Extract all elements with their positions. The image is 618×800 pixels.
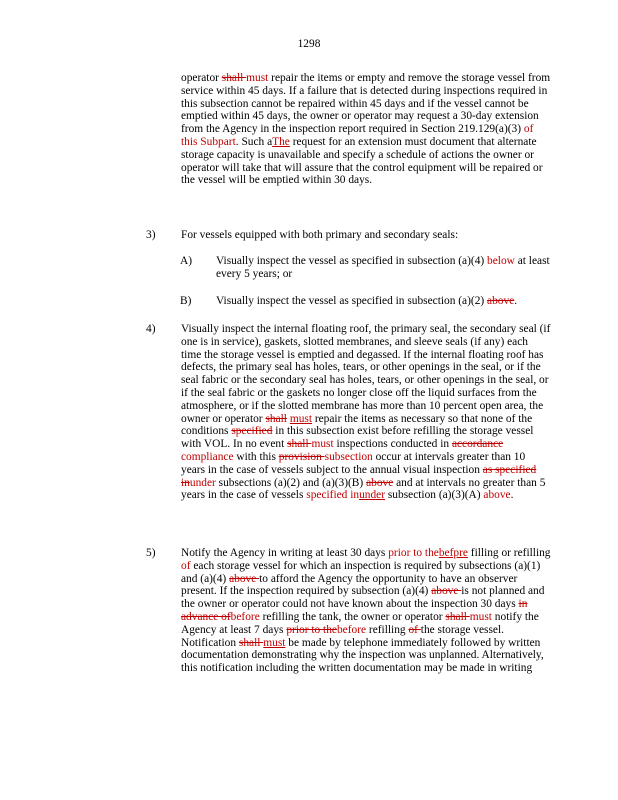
text-run: occur at intervals greater than 10 years in the case of vessels subject to the annual visual inspection (181, 450, 526, 476)
text-run: Visually inspect the vessel as specified in subsection (a)(2) (216, 295, 488, 307)
text-run: each storage vessel for which an inspection is required by subsections (a)(1) and (a)(4) (181, 559, 541, 585)
item-3 (146, 229, 551, 242)
inserted-text: below (487, 255, 515, 267)
inserted-text: compliance (181, 450, 234, 463)
text-run: request for an extension must document that alternate storage capacity is unavailable and specify a schedule of actions the owner or operator will take that will assure that the control equipment will be repaired or the vessel will be emptied within 30 days. (181, 135, 543, 187)
text-run: is not planned and the owner or operator could not have known about the inspection 30 days (181, 585, 545, 611)
deleted-text: as specified in (181, 463, 537, 489)
deleted-text: shall (445, 610, 470, 623)
item-3-sub-a-letter: A) (180, 255, 193, 267)
deleted-text: specified (231, 425, 273, 438)
text-run: operator (181, 72, 222, 84)
item-4 (146, 323, 551, 502)
continued-paragraph (181, 72, 551, 187)
text-run: to afford the Agency the opportunity to have an observer present. If the inspection required by subsection (a)(4) (181, 572, 518, 598)
text-run: subsection (a)(3)(A) (385, 489, 484, 502)
item-3-text (181, 229, 551, 242)
deleted-text: shall (238, 636, 264, 649)
deleted-text: in advance of (181, 598, 528, 623)
deleted-text: above (487, 295, 515, 307)
inserted-text: subsection (324, 450, 373, 463)
text-run: Visually inspect the internal floating roof, the primary seal, the secondary seal (if one is in service), gaskets, slotted membranes, and sleeve seals (if any) each time the storage vessel is emptied and degassed. If the internal floating roof has defects, the primary seal has holes, tears, or other openings in the seal, or if the seal fabric or the secondary seal has holes, tears, or other openings in the seal, or if the seal fabric or the gaskets no longer close off the liquid surfaces from the atmosphere, or if the slotted membrane has more than 10 percent open area, the owner or operator (181, 323, 551, 425)
text-run: refilling (366, 623, 409, 636)
text-run: refilling the tank, the owner or operator (259, 610, 446, 623)
inserted-text: specified in (306, 489, 360, 502)
text-run: be made by telephone immediately followed by written documentation demonstrating why the inspection was unplanned. Alternatively, this notification including the written documentation may be made in writing (181, 636, 544, 675)
item-4-text (181, 323, 551, 502)
inserted-underlined-text: The (272, 135, 290, 148)
inserted-underlined-text: must (263, 636, 286, 649)
text-run: with this (233, 450, 279, 463)
text-run: repair the items or empty and remove the storage vessel from service within 45 days. If a failure that is detected during inspections required in this subsection cannot be repaired within 45 days and if the vessel cannot be emptied within 45 days, the owner or operator may request a 30-day extension from the Agency in the inspection report required in Section 219.129(a)(3) (181, 72, 551, 136)
item-5-text (181, 547, 551, 675)
deleted-text: shall (287, 438, 312, 451)
inserted-text: before (336, 623, 367, 636)
inserted-text: of (181, 559, 191, 572)
text-run: For vessels equipped with both primary and secondary seals: (181, 229, 459, 241)
inserted-text: must (311, 438, 334, 451)
inserted-text: under (189, 476, 216, 489)
deleted-text: of (408, 623, 421, 636)
deleted-text: above (431, 585, 462, 598)
inserted-text: prior to the (388, 547, 439, 559)
deleted-text: shall (265, 412, 287, 425)
text-run: and at intervals no greater than 5 years in the case of vessels (181, 476, 546, 502)
page-number: 1298 (297, 38, 321, 50)
text-run: inspections conducted in (333, 438, 452, 451)
text-run: . (514, 295, 518, 307)
inserted-text: must (246, 72, 269, 84)
text-run: Notify the Agency in writing at least 30 days (181, 547, 389, 559)
text-run: at least every 5 years; or (216, 255, 550, 280)
item-3-sub-a-text (216, 255, 551, 281)
item-4-number: 4) (146, 323, 156, 335)
item-3-number: 3) (146, 229, 156, 241)
deleted-text: prior to the (286, 623, 337, 636)
text-run: subsections (a)(2) and (a)(3)(B) (215, 476, 367, 489)
deleted-text: above (229, 572, 260, 585)
inserted-underlined-text: must (289, 412, 312, 425)
item-3-sub-b-text (216, 295, 551, 308)
item-3-sub-b-letter: B) (180, 295, 192, 307)
text-run: the storage vessel. Notification (181, 623, 504, 649)
item-5-number: 5) (146, 547, 156, 559)
deleted-text: accordance (451, 438, 504, 451)
text-run: Visually inspect the vessel as specified in subsection (a)(4) (216, 255, 488, 267)
deleted-text: above (366, 476, 394, 489)
item-3-sub-a (180, 255, 551, 281)
inserted-underlined-text: befpre (438, 547, 468, 559)
inserted-underlined-text: under (359, 489, 386, 502)
text-run: . Such a (235, 135, 273, 148)
inserted-text: of this Subpart (181, 123, 534, 148)
text-run: filling or refilling (467, 547, 551, 559)
text-run: . (510, 489, 514, 502)
inserted-text: must (469, 610, 492, 623)
inserted-text: before (230, 610, 260, 623)
text-run: notify the Agency at least 7 days (181, 610, 539, 636)
deleted-text: shall (221, 72, 247, 84)
item-3-sub-b (180, 295, 551, 308)
text-run: repair the items as necessary so that none of the conditions (181, 412, 533, 438)
deleted-text: provision (278, 450, 325, 463)
item-5 (146, 547, 551, 675)
inserted-text: above (483, 489, 511, 502)
text-run: in this subsection exist before refilling the storage vessel with VOL. In no event (181, 425, 534, 451)
